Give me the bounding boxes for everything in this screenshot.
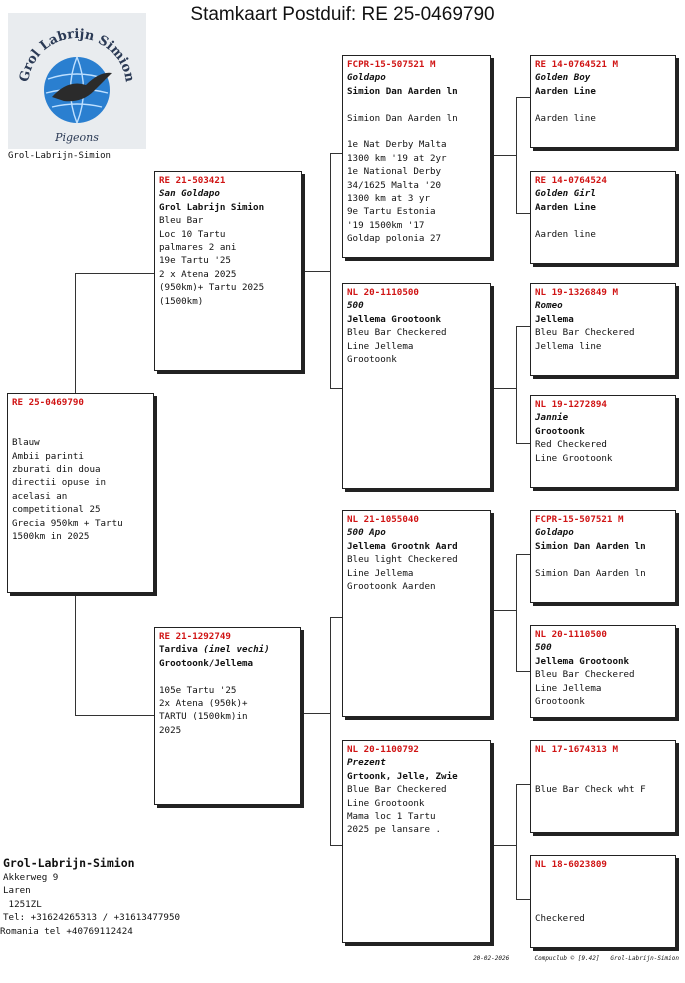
pigeon-card-dam-sire-dam[interactable] bbox=[530, 625, 676, 718]
info-line: Line Grootoonk bbox=[535, 452, 613, 464]
pigeon-card-sire[interactable] bbox=[154, 171, 302, 371]
footer-owner: Grol-Labrijn-Simion bbox=[610, 955, 679, 962]
ring-number: RE 21-1292749 bbox=[159, 631, 231, 642]
ring-number: RE 14-0764524 bbox=[535, 175, 607, 186]
info-line: Goldap polonia 27 bbox=[347, 233, 442, 245]
connector bbox=[516, 97, 517, 213]
info-line: Bleu Bar Checkered bbox=[347, 327, 447, 339]
pigeon-card-dam-dam-sire[interactable] bbox=[530, 740, 676, 833]
breeder-line: Simion Dan Aarden ln bbox=[535, 540, 646, 552]
info-line: Line Jellema bbox=[347, 340, 414, 352]
connector bbox=[516, 554, 517, 671]
info-line: Grootoonk Aarden bbox=[347, 581, 436, 593]
owner-street: Akkerweg 9 bbox=[3, 872, 59, 883]
info-line: Blue Bar Checkered bbox=[347, 784, 447, 796]
info-line: Grecia 950km + Tartu bbox=[12, 517, 123, 529]
info-line bbox=[347, 98, 490, 111]
connector bbox=[491, 388, 516, 389]
info-line: 1300 km '19 at 2yr bbox=[347, 152, 447, 164]
connector bbox=[330, 153, 331, 388]
ring-number: NL 21-1055040 bbox=[347, 514, 419, 525]
connector bbox=[516, 899, 530, 900]
connector bbox=[491, 610, 516, 611]
ring-number: NL 19-1326849 M bbox=[535, 287, 618, 298]
info-line bbox=[535, 770, 675, 783]
info-line: zburati din doua bbox=[12, 464, 101, 475]
info-line bbox=[535, 898, 675, 911]
pigeon-card-subject[interactable] bbox=[7, 393, 154, 593]
owner-address bbox=[0, 855, 181, 938]
page-title: Stamkaart Postduif: RE 25-0469790 bbox=[190, 4, 495, 25]
breeder-line: Jellema Grootoonk bbox=[535, 655, 630, 667]
info-line: 2025 bbox=[159, 724, 182, 736]
info-line: Bleu light Checkered bbox=[347, 554, 458, 566]
pigeon-name: 500 bbox=[535, 642, 552, 654]
info-line: Ambii parinti bbox=[12, 450, 84, 462]
connector bbox=[516, 671, 530, 672]
pigeon-name: Jannie bbox=[535, 412, 569, 424]
connector bbox=[491, 155, 516, 156]
info-line: Bleu Bar Checkered bbox=[535, 669, 635, 681]
owner-phone: Tel: +31624265313 / +31613477950 bbox=[3, 912, 181, 924]
ring-number: FCPR-15-507521 M bbox=[535, 514, 624, 525]
info-line: 2 x Atena 2025 bbox=[159, 268, 237, 280]
breeder-line: Grtoonk, Jelle, Zwie bbox=[347, 770, 458, 782]
pigeon-name-main: Tardiva bbox=[159, 644, 198, 656]
info-line: Bleu Bar bbox=[159, 215, 204, 227]
info-line: Grootoonk bbox=[347, 354, 397, 366]
info-line bbox=[535, 885, 675, 898]
breeder-line: Simion Dan Aarden ln bbox=[347, 85, 458, 97]
info-line: Simion Dan Aarden ln bbox=[347, 112, 458, 124]
footer-software: Compuclub © [9.42] bbox=[534, 955, 600, 962]
info-line: 1500km in 2025 bbox=[12, 531, 90, 543]
breeder-line: Jellema bbox=[535, 313, 574, 325]
info-line: 2025 pe lansare . bbox=[347, 824, 442, 836]
connector bbox=[330, 845, 342, 846]
connector bbox=[302, 271, 330, 272]
info-line: Aarden line bbox=[535, 228, 596, 240]
info-line: 1300 km at 3 yr bbox=[347, 193, 430, 205]
logo-subtext: Pigeons bbox=[55, 131, 99, 144]
info-line: Grootoonk bbox=[535, 696, 585, 708]
club-logo bbox=[8, 13, 146, 149]
ring-number: RE 14-0764521 M bbox=[535, 59, 618, 70]
info-line: Jellema line bbox=[535, 340, 602, 352]
connector bbox=[330, 153, 342, 154]
pigeon-name bbox=[159, 643, 300, 656]
pigeon-name: 500 bbox=[347, 300, 364, 312]
pigeon-name: Romeo bbox=[535, 300, 563, 312]
pigeon-card-sire-dam-sire[interactable] bbox=[530, 283, 676, 376]
info-line bbox=[535, 871, 675, 884]
info-line: Red Checkered bbox=[535, 439, 607, 451]
pigeon-name: 500 Apo bbox=[347, 527, 386, 539]
ring-number: FCPR-15-507521 M bbox=[347, 59, 436, 70]
pigeon-card-dam-dam[interactable] bbox=[342, 740, 491, 943]
owner-phone-romania: Romania tel +40769112424 bbox=[0, 925, 133, 937]
info-line: '19 1500km '17 bbox=[347, 219, 425, 231]
breeder-line: Aarden Line bbox=[535, 85, 596, 97]
info-line: palmares 2 ani bbox=[159, 242, 237, 254]
info-line: Line Jellema bbox=[535, 682, 602, 694]
breeder-line: Jellema Grootoonk bbox=[347, 313, 442, 325]
info-line: 34/1625 Malta '20 bbox=[347, 179, 442, 191]
info-line: (950km)+ Tartu 2025 bbox=[159, 282, 265, 294]
info-line: 1e Nat Derby Malta bbox=[347, 139, 447, 151]
info-line: 105e Tartu '25 bbox=[159, 684, 237, 696]
info-line: Simion Dan Aarden ln bbox=[535, 567, 646, 579]
pigeon-name-note: (inel vechi) bbox=[203, 644, 270, 656]
ring-number: NL 20-1100792 bbox=[347, 744, 419, 755]
pigeon-card-sire-sire-dam[interactable] bbox=[530, 171, 676, 264]
connector bbox=[301, 713, 330, 714]
connector bbox=[516, 784, 517, 899]
ring-number: NL 17-1674313 M bbox=[535, 744, 618, 755]
ring-number: RE 21-503421 bbox=[159, 175, 226, 186]
info-line: Checkered bbox=[535, 912, 585, 924]
breeder-line: Jellema Grootnk Aard bbox=[347, 540, 458, 552]
footer-date: 20-02-2026 bbox=[473, 955, 510, 962]
pigeon-card-sire-sire[interactable] bbox=[342, 55, 491, 258]
footer bbox=[473, 955, 679, 962]
connector bbox=[516, 554, 530, 555]
info-line bbox=[12, 423, 153, 436]
info-line: 2x Atena (950k)+ bbox=[159, 698, 248, 710]
breeder-line: Grootoonk/Jellema bbox=[159, 657, 254, 669]
pigeon-card-dam-sire[interactable] bbox=[342, 510, 491, 717]
pigeon-card-dam-dam-dam[interactable] bbox=[530, 855, 676, 948]
info-line bbox=[535, 214, 675, 227]
connector bbox=[516, 443, 530, 444]
info-line: directii opuse in bbox=[12, 477, 107, 489]
info-line: 1e National Derby bbox=[347, 166, 442, 178]
info-line: competitional 25 bbox=[12, 504, 101, 516]
connector bbox=[330, 388, 342, 389]
globe-pigeon-logo-icon bbox=[8, 13, 146, 149]
info-line: Aarden line bbox=[535, 112, 596, 124]
pigeon-name: Golden Girl bbox=[535, 188, 596, 200]
connector bbox=[516, 326, 530, 327]
breeder-line: Aarden Line bbox=[535, 201, 596, 213]
owner-zip: 1251ZL bbox=[3, 898, 42, 910]
ring-number: NL 19-1272894 bbox=[535, 399, 607, 410]
info-line: Line Jellema bbox=[347, 567, 414, 579]
pigeon-name: Prezent bbox=[347, 757, 386, 769]
connector bbox=[75, 715, 154, 716]
connector bbox=[330, 617, 331, 845]
pigeon-card-sire-dam[interactable] bbox=[342, 283, 491, 489]
info-line: Blue Bar Check wht F bbox=[535, 784, 646, 796]
info-line: 9e Tartu Estonia bbox=[347, 206, 436, 218]
connector bbox=[491, 845, 516, 846]
ring-number: NL 20-1110500 bbox=[535, 629, 607, 640]
info-line bbox=[535, 553, 675, 566]
connector bbox=[516, 97, 530, 98]
pigeon-name: San Goldapo bbox=[159, 188, 220, 200]
connector bbox=[516, 784, 530, 785]
pigeon-name: Goldapo bbox=[347, 72, 386, 84]
pigeon-card-sire-dam-dam[interactable] bbox=[530, 395, 676, 488]
info-line: TARTU (1500km)in bbox=[159, 711, 248, 723]
info-line: Bleu Bar Checkered bbox=[535, 327, 635, 339]
ring-number: NL 20-1110500 bbox=[347, 287, 419, 298]
pigeon-card-sire-sire-sire[interactable] bbox=[530, 55, 676, 148]
info-line: Mama loc 1 Tartu bbox=[347, 811, 436, 823]
logo-text: Grol Labrijn Simion bbox=[17, 26, 137, 84]
info-line bbox=[535, 756, 675, 769]
info-line: Line Grootoonk bbox=[347, 797, 425, 809]
breeder-line: Grol Labrijn Simion bbox=[159, 201, 265, 213]
ring-number: RE 25-0469790 bbox=[12, 397, 84, 408]
info-line: 19e Tartu '25 bbox=[159, 255, 231, 267]
info-line bbox=[535, 98, 675, 111]
logo-caption: Grol-Labrijn-Simion bbox=[8, 151, 111, 161]
connector bbox=[516, 213, 530, 214]
pigeon-card-dam-sire-sire[interactable] bbox=[530, 510, 676, 603]
info-line: acelasi an bbox=[12, 490, 68, 502]
pigeon-name: Goldapo bbox=[535, 527, 574, 539]
info-line bbox=[12, 409, 153, 422]
owner-city: Laren bbox=[3, 885, 31, 897]
info-line: (1500km) bbox=[159, 295, 204, 307]
owner-name: Grol-Labrijn-Simion bbox=[3, 856, 135, 870]
pigeon-name: Golden Boy bbox=[535, 72, 591, 84]
connector bbox=[330, 617, 342, 618]
ring-number: NL 18-6023809 bbox=[535, 859, 607, 870]
connector bbox=[516, 326, 517, 443]
info-line bbox=[347, 125, 490, 138]
connector bbox=[75, 273, 154, 274]
info-line bbox=[159, 670, 300, 683]
breeder-line: Grootoonk bbox=[535, 425, 585, 437]
info-line: Blauw bbox=[12, 437, 40, 449]
pigeon-card-dam[interactable] bbox=[154, 627, 301, 805]
info-line: Loc 10 Tartu bbox=[159, 228, 226, 240]
